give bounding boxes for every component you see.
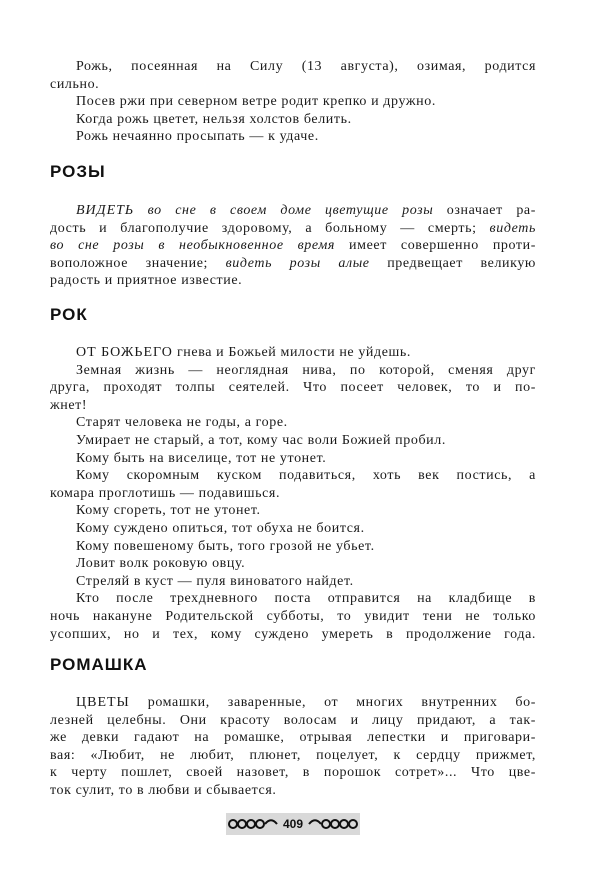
rye-section — [50, 58, 536, 146]
fate-line-11: Кому суждено опиться, тот обуха не боится. — [76, 520, 365, 536]
fate-line-4: жнет! — [50, 397, 88, 413]
chamomile-line-6: ток сулит, то в любви и сбывается. — [50, 782, 277, 798]
fate-line-15: Кто после трехдневного поста отправится на кладбище в — [76, 591, 536, 607]
roses-heading: РОЗЫ — [50, 162, 106, 181]
fate-line-2: Земная жизнь — неоглядная нива, по которой, сменяя друг — [76, 362, 536, 378]
roses-line-3 — [50, 237, 536, 255]
rye-paragraph-4: Рожь нечаянно просыпать — к удаче. — [76, 129, 319, 145]
chamomile-section — [50, 694, 536, 800]
fate-line-9: комара проглотишь — подавишься. — [50, 485, 281, 501]
chamomile-heading: РОМАШКА — [50, 655, 148, 674]
roses-line-4 — [50, 255, 536, 273]
chamomile-line-1 — [50, 694, 536, 712]
roses-line-2 — [50, 220, 536, 238]
fate-line-6: Умирает не старый, а тот, кому час воли Божией пробил. — [76, 432, 446, 448]
roses-keyword: ВИДЕТЬ — [76, 203, 135, 218]
fate-line-14: Стреляй в куст — пуля виноватого найдет. — [76, 573, 354, 589]
rye-paragraph-1-line-1: Рожь, посеянная на Силу (13 августа), озимая, родится — [76, 59, 536, 74]
fate-heading: РОК — [50, 305, 88, 324]
chamomile-line-5: к черту пошлет, своей назовет, в порошок сотрет»... Что цве- — [50, 765, 536, 781]
roses-line-4-start: воположное значение; — [50, 255, 209, 271]
fate-line-1 — [50, 344, 536, 362]
rye-paragraph-3: Когда рожь цветет, нельзя холстов белить. — [76, 111, 352, 127]
fate-line-1-rest: гнева и Божьей милости не уйдешь. — [176, 345, 412, 360]
roses-section — [50, 202, 536, 290]
roses-line-2-italic: видеть — [489, 220, 536, 236]
roses-line-5: радость и приятное известие. — [50, 273, 243, 289]
page-number: 409 — [282, 817, 304, 831]
roses-line-1-italic: во сне в своем доме цветущие розы — [147, 203, 434, 218]
fate-line-13: Ловит волк роковую овцу. — [76, 556, 246, 572]
fate-line-7: Кому быть на виселице, тот не утонет. — [76, 450, 327, 466]
roses-line-4-rest: предвещает великую — [387, 255, 536, 271]
left-ornament-icon — [227, 817, 279, 831]
fate-line-17: усопших, но и тех, кому суждено умереть в продолжение года. — [50, 626, 536, 642]
chamomile-caps: ЦВЕТЫ — [76, 695, 130, 710]
fate-line-16: ночь накануне Родительской субботы, то увидит тени не только — [50, 608, 536, 624]
rye-paragraph-1-line-2: сильно. — [50, 76, 100, 92]
chamomile-line-4: вая: «Любит, не любит, плюнет, поцелует, к сердцу прижмет, — [50, 747, 536, 763]
chamomile-line-2: лезней целебны. Они красоту волосам и лицу придают, а так- — [50, 712, 536, 728]
fate-line-12: Кому повешеному быть, того грозой не убьет. — [76, 538, 375, 554]
right-ornament-icon — [307, 817, 359, 831]
chamomile-line-3: же девки гадают на ромашке, отрывая лепестки и приговари- — [50, 730, 536, 746]
chamomile-line-1-rest: ромашки, заваренные, от многих внутренних бо- — [147, 695, 536, 710]
roses-line-1 — [50, 202, 536, 220]
roses-line-3-italic: во сне розы в необыкновенное время — [50, 238, 336, 254]
fate-line-5: Старят человека не годы, а горе. — [76, 415, 288, 431]
roses-line-1-rest: означает ра- — [446, 203, 536, 218]
rye-paragraph-2: Посев ржи при северном ветре родит крепко и дружно. — [76, 94, 436, 110]
fate-section — [50, 344, 536, 643]
page-number-ornament — [226, 813, 360, 835]
roses-line-4-italic: видеть розы алые — [225, 255, 370, 271]
fate-line-3: друга, проходят толпы сеятелей. Что посеет человек, то и по- — [50, 380, 536, 396]
fate-line-10: Кому сгореть, тот не утонет. — [76, 503, 261, 519]
fate-line-8: Кому скоромным куском подавиться, хоть век постись, а — [76, 468, 536, 484]
fate-caps: ОТ БОЖЬЕГО — [76, 345, 173, 360]
roses-line-2-text: дость и благополучие здоровому, а больному — смерть; — [50, 220, 477, 236]
roses-line-3-rest: имеет совершенно проти- — [349, 238, 536, 254]
